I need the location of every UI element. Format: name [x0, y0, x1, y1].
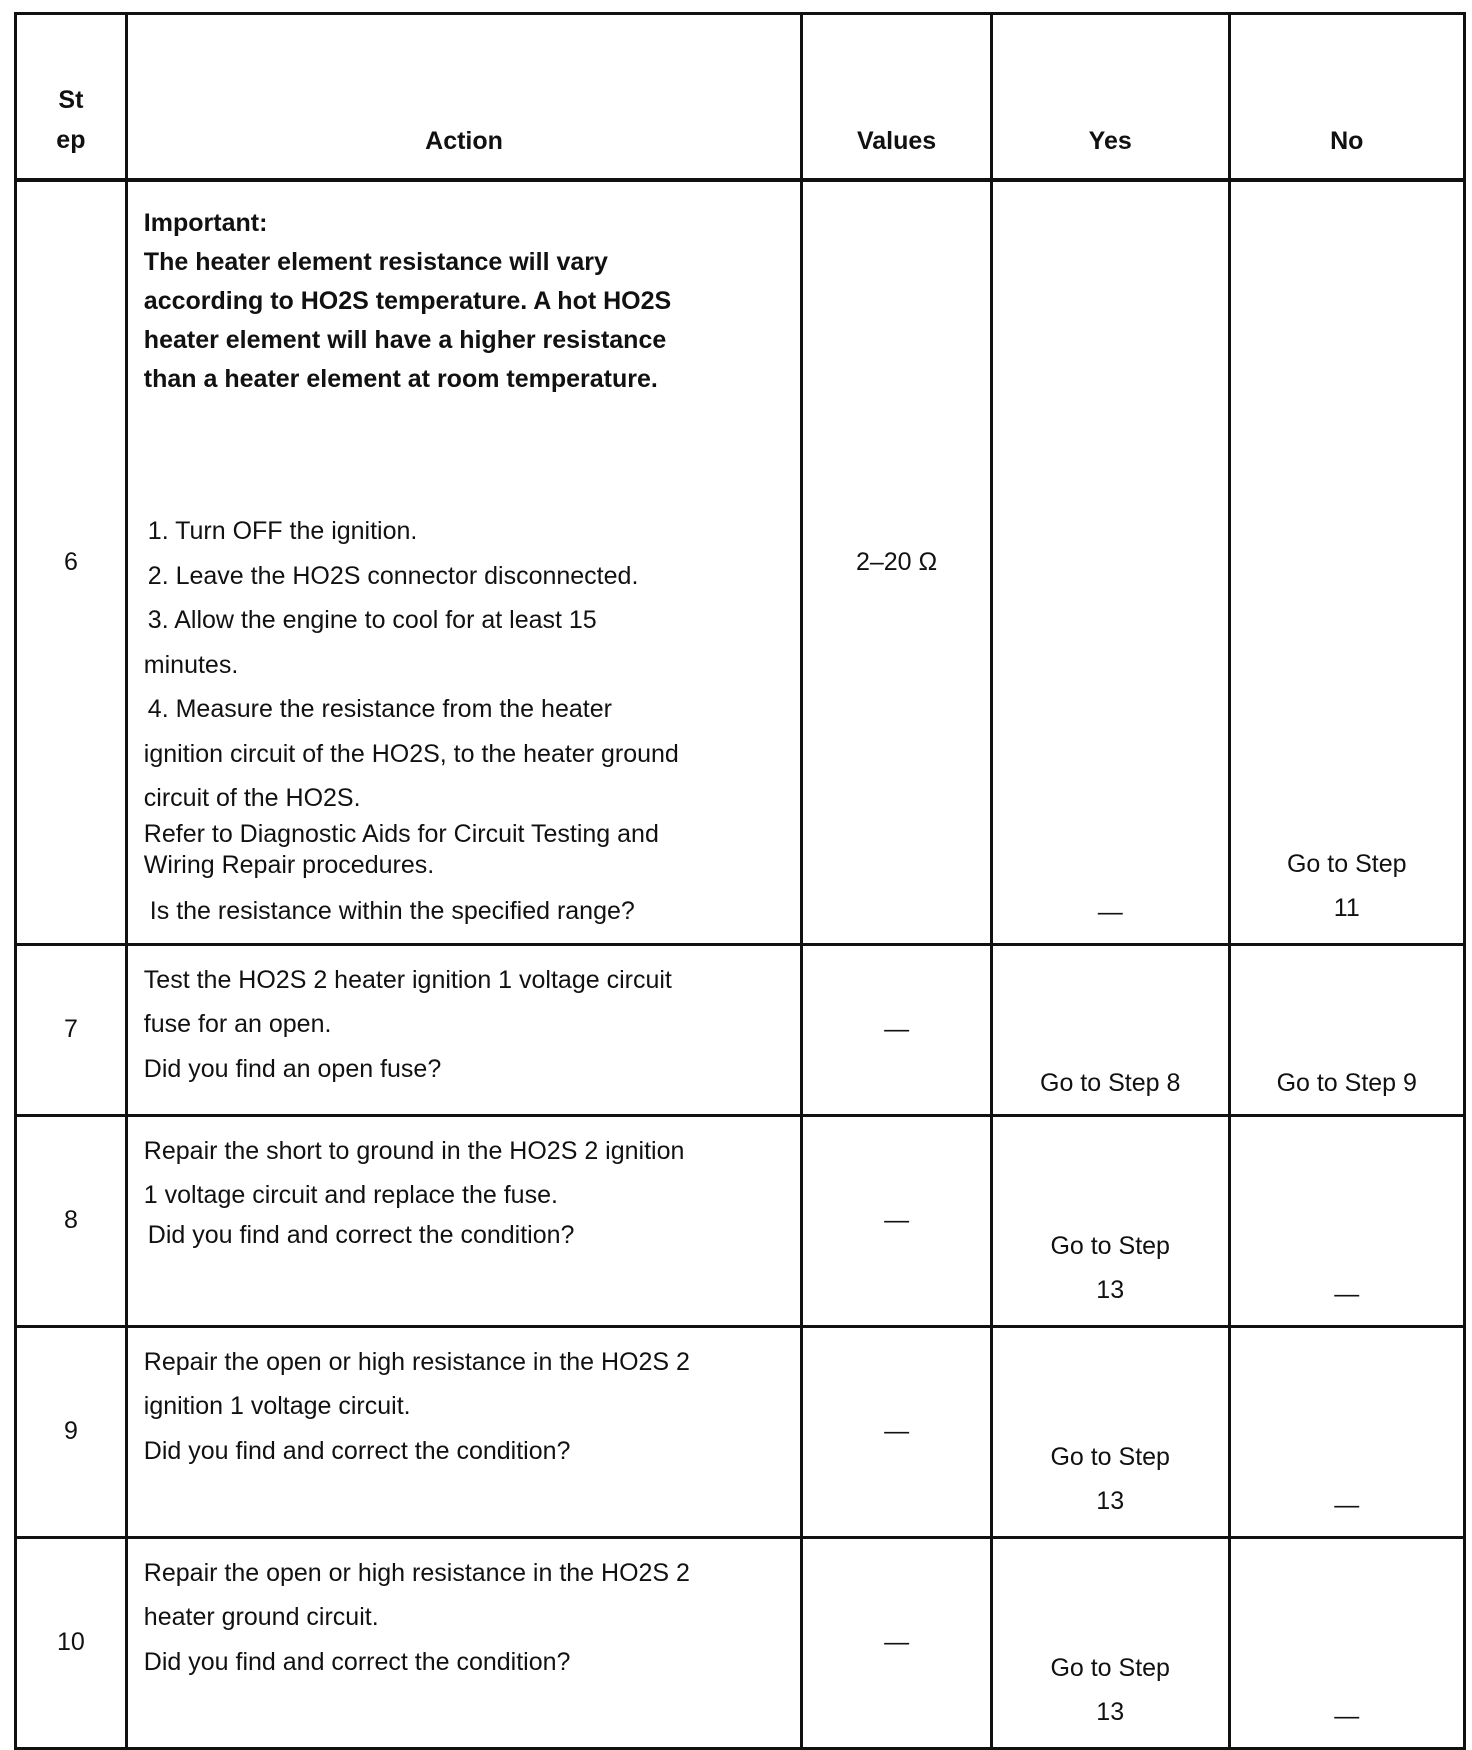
question-line: Did you find an open fuse?	[143, 1054, 442, 1083]
yes-dash: —	[1097, 897, 1123, 926]
action-line: 1 voltage circuit and replace the fuse.	[143, 1181, 558, 1209]
value-cell: —	[802, 944, 992, 1115]
procedure-line: 2. Leave the HO2S connector disconnected.	[147, 561, 639, 590]
question-line: Did you find and correct the condition?	[143, 1436, 571, 1465]
table-row	[16, 1537, 1465, 1748]
value-cell: —	[802, 1537, 992, 1748]
important-line: The heater element resistance will vary	[143, 248, 608, 276]
header-row	[16, 14, 1465, 181]
yes-cell	[991, 1537, 1229, 1748]
yes-cell	[991, 1326, 1229, 1537]
important-line: than a heater element at room temperature.	[143, 365, 658, 393]
go-to-step-number: 13	[1096, 1276, 1125, 1304]
no-cell: —	[1229, 1537, 1465, 1748]
header-action: Action	[126, 14, 801, 181]
procedure-line: ignition circuit of the HO2S, to the heater ground	[143, 739, 679, 768]
action-cell	[126, 1326, 801, 1537]
yes-cell	[991, 1115, 1229, 1326]
value-cell: 2–20 Ω	[802, 180, 992, 944]
reference-line: Wiring Repair procedures.	[143, 850, 435, 879]
step-number: 7	[16, 944, 127, 1115]
go-to-step-link: Go to Step	[1050, 1653, 1170, 1682]
table-row	[16, 944, 1465, 1115]
action-cell	[126, 1537, 801, 1748]
question-line: Is the resistance within the specified range?	[149, 896, 635, 925]
procedure-line: 4. Measure the resistance from the heater	[147, 695, 612, 723]
procedure-line: circuit of the HO2S.	[143, 784, 361, 812]
procedure-line: 3. Allow the engine to cool for at least 15	[147, 606, 597, 634]
important-note	[144, 204, 790, 399]
reference-line: Refer to Diagnostic Aids for Circuit Testing and	[143, 819, 659, 848]
go-to-step-link: Go to Step	[1050, 1231, 1170, 1260]
no-cell: —	[1229, 1326, 1465, 1537]
yes-cell: Go to Step 8	[991, 944, 1229, 1115]
no-cell	[1229, 180, 1465, 944]
action-cell	[126, 180, 801, 944]
action-cell	[126, 1115, 801, 1326]
action-cell	[126, 944, 801, 1115]
important-label: Important:	[143, 209, 268, 237]
action-line: Repair the open or high resistance in the HO2S 2	[143, 1558, 690, 1587]
diagnostic-table	[14, 12, 1466, 1750]
action-line: Repair the short to ground in the HO2S 2 ignition	[143, 1136, 685, 1165]
action-line: fuse for an open.	[143, 1010, 332, 1038]
no-cell: Go to Step 9	[1229, 944, 1465, 1115]
go-to-step-number: 13	[1096, 1487, 1125, 1515]
action-line: Repair the open or high resistance in the HO2S 2	[143, 1347, 690, 1376]
step-number: 9	[16, 1326, 127, 1537]
table-row	[16, 1326, 1465, 1537]
no-cell: —	[1229, 1115, 1465, 1326]
header-step: St ep	[16, 14, 127, 181]
question-line: Did you find and correct the condition?	[147, 1220, 575, 1249]
procedure-line: 1. Turn OFF the ignition.	[147, 517, 418, 545]
question-line: Did you find and correct the condition?	[143, 1647, 571, 1676]
table-row	[16, 180, 1465, 944]
table-row	[16, 1115, 1465, 1326]
step-number: 6	[16, 180, 127, 944]
action-line: Test the HO2S 2 heater ignition 1 voltage circuit	[143, 965, 672, 994]
go-to-step-link: Go to Step	[1286, 849, 1407, 878]
header-values: Values	[802, 14, 992, 181]
header-yes: Yes	[991, 14, 1229, 181]
action-line: ignition 1 voltage circuit.	[143, 1392, 411, 1420]
action-line: heater ground circuit.	[143, 1603, 379, 1631]
yes-cell	[991, 180, 1229, 944]
go-to-step-link: Go to Step	[1050, 1442, 1170, 1471]
value-cell: —	[802, 1326, 992, 1537]
important-line: heater element will have a higher resistance	[143, 326, 667, 354]
step-number: 10	[16, 1537, 127, 1748]
go-to-step-number: 11	[1333, 894, 1360, 922]
important-line: according to HO2S temperature. A hot HO2S	[143, 287, 672, 315]
step-number: 8	[16, 1115, 127, 1326]
value-cell: —	[802, 1115, 992, 1326]
go-to-step-number: 13	[1096, 1698, 1125, 1726]
header-no: No	[1229, 14, 1465, 181]
procedure-line: minutes.	[143, 650, 239, 679]
